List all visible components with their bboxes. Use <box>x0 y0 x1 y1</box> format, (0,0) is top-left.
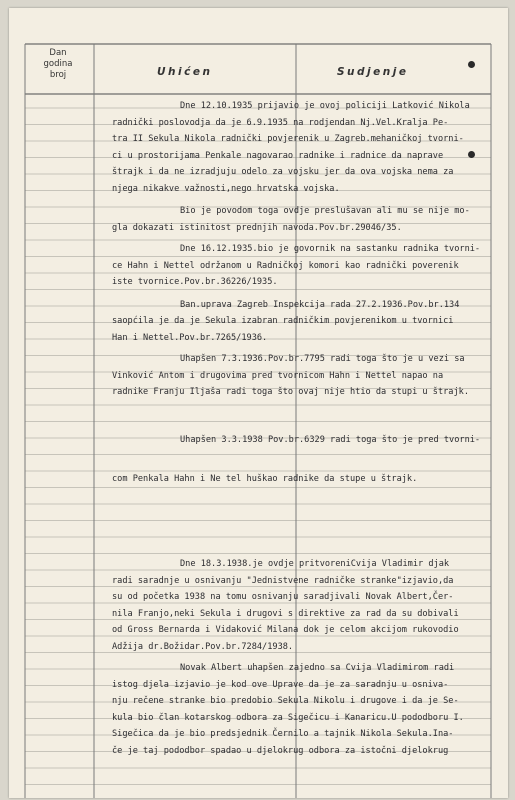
typed-line: tra II Sekula Nikola radnički povjerenik u Zagreb.mehaničkoj tvorni- <box>112 134 464 144</box>
typed-line: gla dokazati istinitost prednjih navoda.Pov.br.29046/35. <box>112 223 402 233</box>
typed-line: Adžija dr.Božidar.Pov.br.7284/1938. <box>112 642 294 652</box>
typed-line: Ban.uprava Zagreb Inspekcija rada 27.2.1936.Pov.br.134 <box>180 300 460 310</box>
typed-line: Dne 12.10.1935 prijavio je ovoj policiji Latković Nikola <box>180 101 470 111</box>
typed-line: če je taj pododbor spadao u djelokrug odbora za istočni djelokrug <box>112 746 449 756</box>
typed-line: ce Hahn i Nettel održanom u Radničkoj komori kao radnički poverenik <box>112 261 459 271</box>
typed-line: istog djela izjavio je kod ove Uprave da je za saradnju u osniva- <box>112 680 449 690</box>
typed-line: radnike Franju Iljaša radi toga što ovaj nije htio da stupi u štrajk. <box>112 387 469 397</box>
typed-line: kula bio član kotarskog odbora za Sigečicu i Kanaricu.U pododboru I. <box>112 713 464 723</box>
typed-line: Vinković Antom i drugovima pred tvornicom Hahn i Nettel napao na <box>112 371 444 381</box>
typed-line: štrajk i da ne izradjuju odelo za vojsku jer da ova vojska nema za <box>112 167 454 177</box>
typed-line: saopćila je da je Sekula izabran radničkim povjerenikom u tvornici <box>112 316 454 326</box>
typed-line: od Gross Bernarda i Vidaković Milana dok je celom akcijom rukovodio <box>112 625 459 635</box>
typed-line: Dne 16.12.1935.bio je govornik na sastanku radnika tvorni- <box>180 244 481 254</box>
header-date-line-1: Dan <box>49 48 67 58</box>
header-date-line-3: broj <box>49 70 67 80</box>
typed-line: ci u prostorijama Penkale nagovarao radnike i radnice da naprave <box>112 151 444 161</box>
typed-line: njega nikakve važnosti,nego hrvatska vojska. <box>112 184 340 194</box>
typed-line: radnički poslovodja da je 6.9.1935 na rodjendan Nj.Vel.Kralja Pe- <box>112 118 449 128</box>
typed-line: radi saradnje u osnivanju "Jednistvene radničke stranke"izjavio,da <box>112 576 454 586</box>
header-column-trial: Sudjenje <box>337 66 409 78</box>
typed-line: Dne 18.3.1938.je ovdje pritvoreniCvija Vladimir djak <box>180 559 450 569</box>
document-page <box>9 8 508 798</box>
typed-line: Uhapšen 3.3.1938 Pov.br.6329 radi toga što je pred tvorni- <box>180 435 481 445</box>
typed-line: iste tvornice.Pov.br.36226/1935. <box>112 277 278 287</box>
header-column-date <box>25 48 91 81</box>
typed-line: Sigečica da je bio predsjednik Černilo a tajnik Nikola Sekula.Ina- <box>112 729 454 739</box>
typed-line: su od početka 1938 na tomu osnivanju saradjivali Novak Albert,Čer- <box>112 592 454 602</box>
typed-line: com Penkala Hahn i Ne tel huškao radnike da stupe u štrajk. <box>112 474 418 484</box>
typed-line: Han i Nettel.Pov.br.7265/1936. <box>112 333 268 343</box>
typed-line: Bio je povodom toga ovdje preslušavan ali mu se nije mo- <box>180 206 470 216</box>
typed-line: Uhapšen 7.3.1936.Pov.br.7795 radi toga što je u vezi sa <box>180 354 465 364</box>
typed-line: nila Franjo,neki Sekula i drugovi s direktive za rad da su dobivali <box>112 609 459 619</box>
header-date-line-2: godina <box>43 59 73 69</box>
header-column-arrested: Uhićen <box>157 66 213 78</box>
typed-line: nju rečene stranke bio predobio Sekula Nikolu i drugove i da je Se- <box>112 696 459 706</box>
typed-line: Novak Albert uhapšen zajedno sa Cvija Vladimirom radi <box>180 663 455 673</box>
